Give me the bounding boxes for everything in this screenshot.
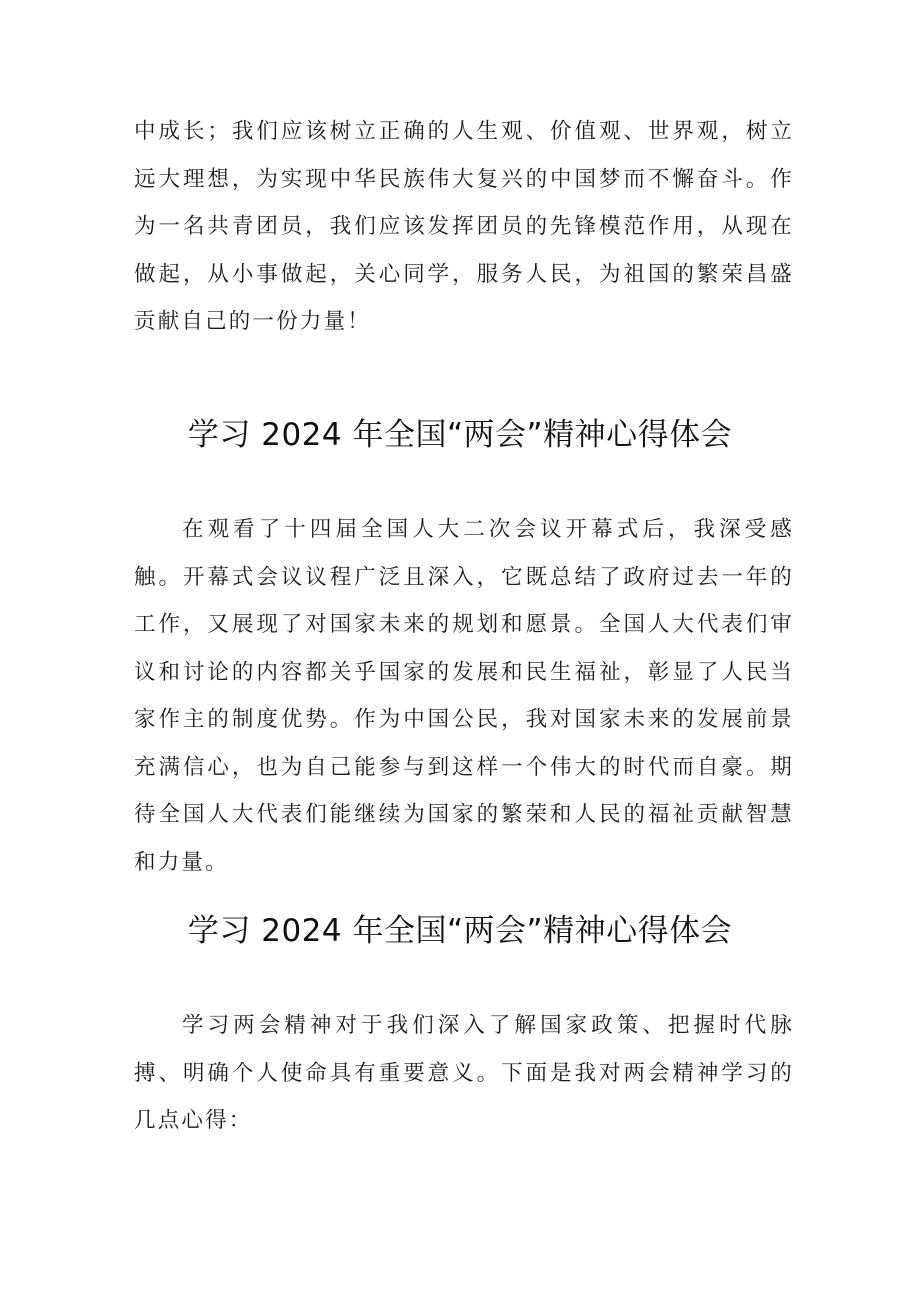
section-1-body: 在观看了十四届全国人大二次会议开幕式后，我深受感触。开幕式会议议程广泛且深入，它既总结了政府过去一年的工作，又展现了对国家未来的规划和愿景。全国人大代表们审议和讨论的内容都关乎国家的发展和民生福祉，彰显了人民当家作主的制度优势。作为中国公民，我对国家未来的发展前景充满信心，也为自己能参与到这样一个伟大的时代而自豪。期待全国人大代表们能继续为国家的繁荣和人民的福祉贡献智慧和力量。 (134, 517, 794, 875)
continuation-paragraph: 中成长；我们应该树立正确的人生观、价值观、世界观，树立远大理想，为实现中华民族伟大复兴的中国梦而不懈奋斗。作为一名共青团员，我们应该发挥团员的先锋模范作用，从现在做起，从小事做起，关心同学，服务人民，为祖国的繁荣昌盛贡献自己的一份力量！ (134, 119, 794, 334)
section-2-title: 学习 2024 年全国“两会”精神心得体会 (187, 913, 733, 949)
section-2-body: 学习两会精神对于我们深入了解国家政策、把握时代脉搏、明确个人使命具有重要意义。下面是我对两会精神学习的几点心得： (134, 1013, 794, 1133)
section-1-title: 学习 2024 年全国“两会”精神心得体会 (187, 417, 733, 453)
